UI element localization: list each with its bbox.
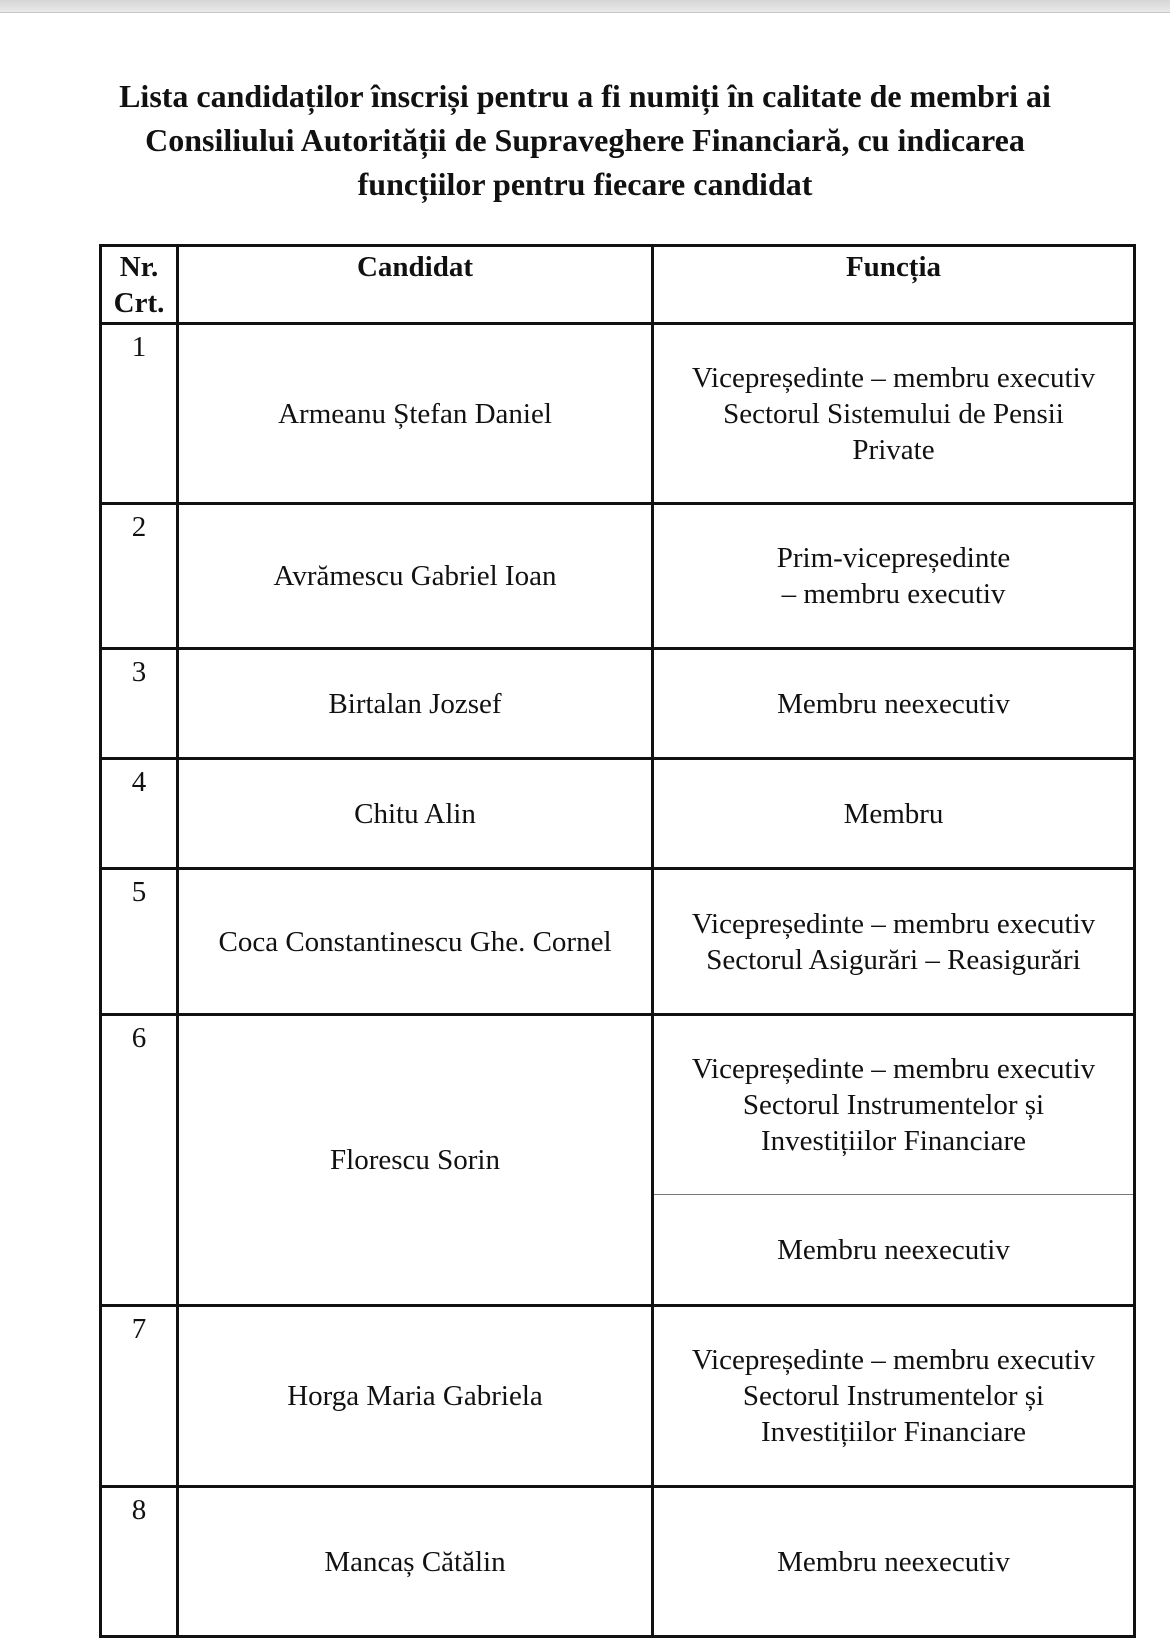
candidate-name: Avrămescu Gabriel Ioan xyxy=(178,504,653,649)
title-line-1: Lista candidaților înscriși pentru a fi numiți în calitate de membri ai xyxy=(119,78,1051,114)
candidate-function: Vicepreședinte – membru executiv Sectorul Sistemului de Pensii Private xyxy=(653,324,1135,504)
table-row xyxy=(101,1487,1135,1637)
row-number: 8 xyxy=(101,1487,178,1637)
title-line-3: funcțiilor pentru fiecare candidat xyxy=(357,166,813,202)
candidate-name: Armeanu Ștefan Daniel xyxy=(178,324,653,504)
candidates-table xyxy=(99,244,1136,1638)
document-title xyxy=(60,74,1110,206)
table-header-row xyxy=(101,246,1135,324)
row-number: 4 xyxy=(101,759,178,869)
candidate-name: Birtalan Jozsef xyxy=(178,649,653,759)
table-row xyxy=(101,324,1135,504)
candidate-name: Florescu Sorin xyxy=(178,1015,653,1306)
table-row xyxy=(101,759,1135,869)
candidate-function: Prim-vicepreședinte – membru executiv xyxy=(653,504,1135,649)
candidate-function: Membru neexecutiv xyxy=(653,1487,1135,1637)
candidate-function: Vicepreședinte – membru executiv Sectorul Instrumentelor și Investițiilor Financiare xyxy=(653,1306,1135,1487)
row-number: 6 xyxy=(101,1015,178,1306)
window-top-bar xyxy=(0,0,1170,13)
candidate-name: Mancaș Cătălin xyxy=(178,1487,653,1637)
row-number: 2 xyxy=(101,504,178,649)
title-line-2: Consiliului Autorității de Supraveghere Financiară, cu indicarea xyxy=(145,122,1025,158)
header-functia: Funcția xyxy=(653,246,1135,324)
row-number: 5 xyxy=(101,869,178,1015)
row-number: 3 xyxy=(101,649,178,759)
candidate-function: Vicepreședinte – membru executiv Sectorul Asigurări – Reasigurări xyxy=(653,869,1135,1015)
candidate-function: Membru xyxy=(653,759,1135,869)
row-number: 1 xyxy=(101,324,178,504)
candidate-function-secondary: Membru neexecutiv xyxy=(653,1195,1135,1306)
table-row xyxy=(101,504,1135,649)
candidate-function: Vicepreședinte – membru executiv Sectorul Instrumentelor și Investițiilor Financiare xyxy=(653,1015,1135,1195)
row-number: 7 xyxy=(101,1306,178,1487)
header-nr: Nr. Crt. xyxy=(101,246,178,324)
table-row xyxy=(101,1306,1135,1487)
table-row xyxy=(101,649,1135,759)
candidate-name: Horga Maria Gabriela xyxy=(178,1306,653,1487)
table-row xyxy=(101,1015,1135,1195)
table-row xyxy=(101,869,1135,1015)
header-candidat: Candidat xyxy=(178,246,653,324)
candidate-function: Membru neexecutiv xyxy=(653,649,1135,759)
candidate-name: Chitu Alin xyxy=(178,759,653,869)
candidate-name: Coca Constantinescu Ghe. Cornel xyxy=(178,869,653,1015)
